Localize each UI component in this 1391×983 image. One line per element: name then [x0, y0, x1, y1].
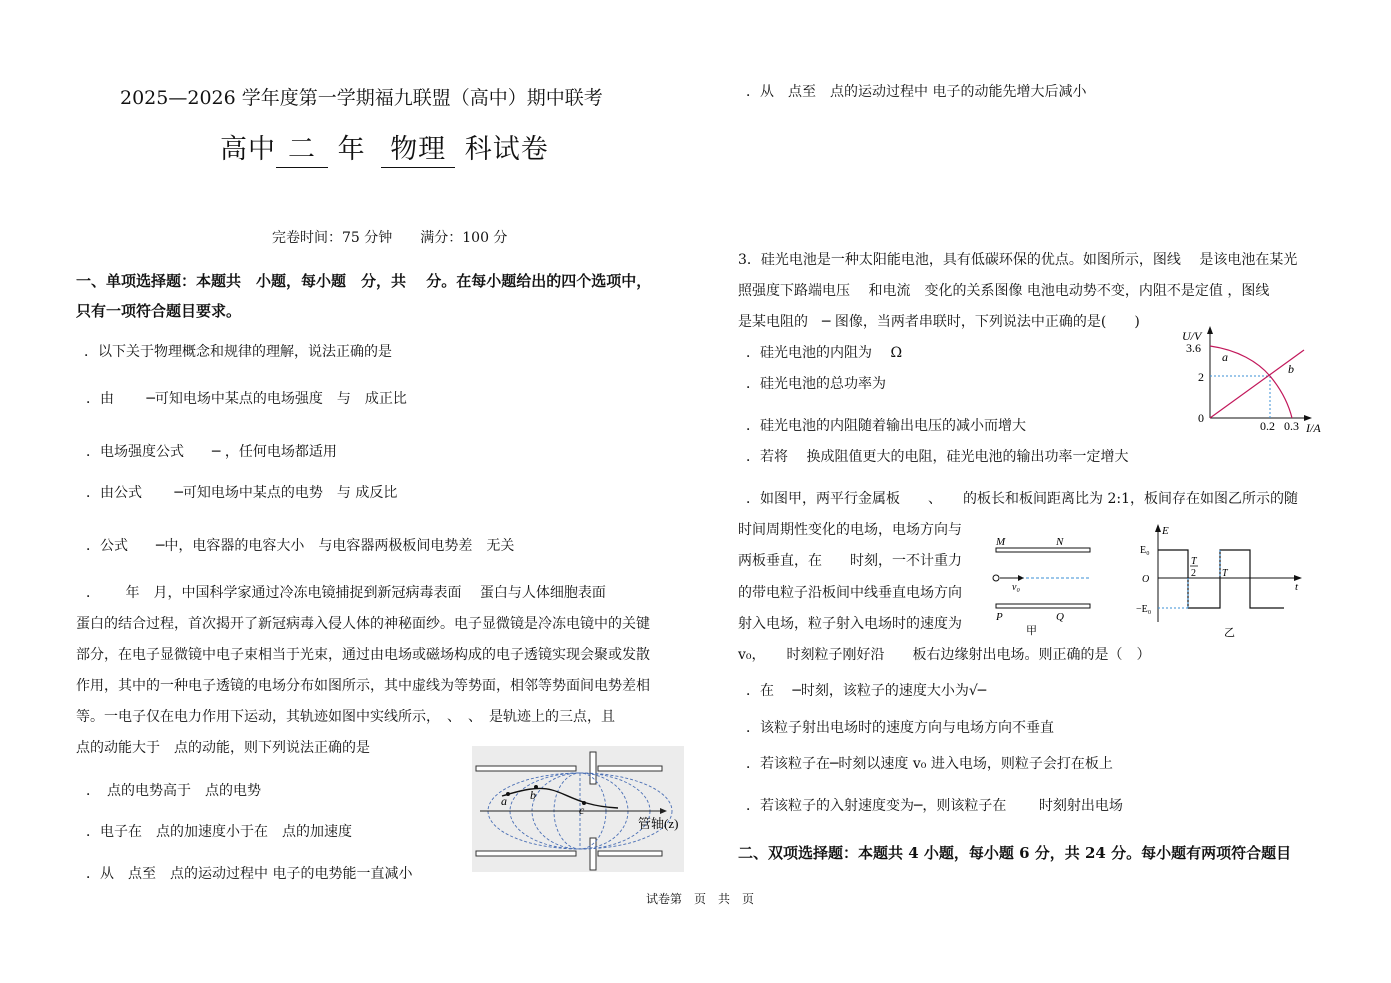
- field-waveform: [1158, 550, 1284, 608]
- right-bottom-plate: [598, 851, 662, 856]
- q2-stem-line: 蛋白的结合过程，首次揭开了新冠病毒入侵人体的神秘面纱。电子显微镜是冷冻电镜中的关键: [76, 616, 650, 632]
- q4-option-a: ．在 ─时刻，该粒子的速度大小为√─: [746, 683, 987, 699]
- bottom-electrode-cap: [590, 838, 596, 870]
- t-axis-label: t: [1295, 581, 1299, 593]
- e-axis-arrow-icon: [1155, 524, 1161, 532]
- footer-page: 试卷第 页 共 页: [646, 892, 755, 906]
- e-axis-label: E: [1162, 525, 1169, 537]
- electron-lens-figure: [472, 746, 684, 872]
- section2-heading: 二、双项选择题：本题共 4 小题，每小题 6 分，共 24 分。每小题有两项符合题目: [738, 844, 1292, 862]
- axis-label: 管轴(z): [638, 816, 679, 831]
- section1-heading-line2: 只有一项符合题目要求。: [76, 302, 242, 320]
- u-axis-arrow-icon: [1207, 326, 1213, 334]
- q3-stem-line: 是某电阻的 ─ 图像，当两者串联时，下列说法中正确的是( ): [738, 314, 1140, 330]
- point-a-label: a: [501, 794, 507, 808]
- q4-stem-last: v₀， 时刻粒子刚好沿 板右边缘射出电场。则正确的是（ ）: [738, 647, 1151, 663]
- q2-stem-line: 点的动能大于 点的动能，则下列说法正确的是: [76, 740, 370, 756]
- u-axis-label: U/V: [1182, 329, 1202, 343]
- plate-pq: [996, 604, 1090, 608]
- t-half-num: T: [1191, 556, 1197, 567]
- origin-label: O: [1142, 574, 1150, 585]
- q4-stem-line: 两板垂直，在 时刻，一不计重力: [738, 553, 962, 569]
- curve-b-label: b: [1288, 362, 1294, 376]
- q2-stem-line: ． 年 月，中国科学家通过冷冻电镜捕捉到新冠病毒表面 蛋白与人体细胞表面: [86, 585, 606, 601]
- q3-option-d: ．若将 换成阻值更大的电阻，硅光电池的输出功率一定增大: [746, 449, 1129, 465]
- q1-option-b: ．电场强度公式 ─ ，任何电场都适用: [86, 444, 337, 460]
- exam-info: 完卷时间：75 分钟 满分：100 分: [272, 230, 508, 246]
- q4-stem-line: 时间周期性变化的电场，电场方向与: [738, 522, 962, 538]
- q1-stem: ．以下关于物理概念和规律的理解，说法正确的是: [84, 344, 392, 360]
- q2-option-b: ．电子在 点的加速度小于在 点的加速度: [86, 824, 352, 840]
- caption-yi: 乙: [1224, 627, 1235, 639]
- subject-suffix: 科试卷: [464, 134, 549, 165]
- q3-option-c: ．硅光电池的内阻随着输出电压的减小而增大: [746, 418, 1026, 434]
- caption-jia: 甲: [1026, 625, 1037, 637]
- q1-option-d: ．公式 ─中，电容器的电容大小 与电容器两极板间电势差 无关: [86, 538, 515, 554]
- top-electrode-cap: [590, 752, 596, 784]
- plate-mn: [996, 548, 1090, 552]
- subject-blank: 物理: [381, 133, 455, 168]
- q2-option-a: ． 点的电势高于 点的电势: [86, 783, 261, 799]
- q3-option-a: ．硅光电池的内阻为 Ω: [746, 345, 903, 361]
- level-neg-e0: −E₀: [1136, 604, 1152, 615]
- exam-title: 2025—2026 学年度第一学期福九联盟（高中）期中联考: [120, 87, 603, 109]
- velocity-arrow-icon: [1018, 575, 1024, 581]
- grade-blank: 二: [276, 133, 328, 168]
- t-full: T: [1222, 568, 1228, 579]
- q4-option-d: ．若该粒子的入射速度变为─，则该粒子在 时刻射出电场: [746, 798, 1123, 814]
- level-e0: E₀: [1140, 545, 1150, 556]
- label-p: P: [996, 611, 1003, 623]
- q3-option-b: ．硅光电池的总功率为: [746, 376, 886, 392]
- q3-stem-line: 照强度下路端电压 和电流 变化的关系图像 电池电动势不变，内阻不是定值 ，图线: [738, 283, 1270, 299]
- curve-a-label: a: [1222, 350, 1228, 364]
- i-axis-label: I/A: [1306, 421, 1321, 435]
- grade-unit: 年: [337, 134, 366, 165]
- section1-heading-line1: 一、单项选择题：本题共 小题，每小题 分，共 分。在每小题给出的四个选项中，: [76, 272, 652, 290]
- right-top-plate: [598, 766, 662, 771]
- y-tick-2: 2: [1198, 370, 1204, 384]
- label-n: N: [1056, 536, 1064, 548]
- ui-graph: [1178, 324, 1328, 436]
- q2-stem-line: 等。一电子仅在电力作用下运动，其轨迹如图中实线所示， 、 、 是轨迹上的三点，且: [76, 709, 615, 725]
- q4-stem-line: 射入电场，粒子射入电场时的速度为: [738, 616, 962, 632]
- label-m: M: [996, 536, 1006, 548]
- left-bottom-plate: [476, 851, 576, 856]
- point-c-label: c: [579, 803, 585, 817]
- q3-stem-line: 3．硅光电池是一种太阳能电池，具有低碳环保的优点。如图所示，图线 是该电池在某光: [738, 252, 1298, 268]
- q4-option-c: ．若该粒子在─时刻以速度 v₀ 进入电场，则粒子会打在板上: [746, 756, 1113, 772]
- t-half-den: 2: [1191, 568, 1196, 579]
- label-q: Q: [1056, 611, 1064, 623]
- q1-option-a: ．由 ─可知电场中某点的电场强度 与 成正比: [86, 391, 407, 407]
- q2-stem-line: 作用，其中的一种电子透镜的电场分布如图所示，其中虚线为等势面，相邻等势面间电势差相: [76, 678, 650, 694]
- paper-title: [220, 133, 549, 168]
- field-time-graph: [1136, 524, 1304, 640]
- q4-stem-line1: ．如图甲，两平行金属板 、 的板长和板间距离比为 2:1，板间存在如图乙所示的随: [746, 491, 1298, 507]
- q4-option-b: ．该粒子射出电场时的速度方向与电场方向不垂直: [746, 720, 1054, 736]
- q1-option-c: ．由公式 ─可知电场中某点的电势 与 成反比: [86, 485, 398, 501]
- parallel-plates-figure: [986, 530, 1126, 638]
- q2-stem-line: 部分，在电子显微镜中电子束相当于光束，通过由电场或磁场构成的电子透镜实现会聚或发散: [76, 647, 650, 663]
- subject-prefix: 高中: [220, 134, 276, 165]
- x-tick-02: 0.2: [1260, 419, 1275, 433]
- y-tick-36: 3.6: [1186, 341, 1201, 355]
- x-tick-03: 0.3: [1284, 419, 1299, 433]
- y-tick-0: 0: [1198, 411, 1204, 425]
- left-top-plate: [476, 766, 576, 771]
- q2-option-c: ．从 点至 点的运动过程中 电子的电势能一直减小: [86, 866, 413, 882]
- q2-option-d: ．从 点至 点的运动过程中 电子的动能先增大后减小: [746, 84, 1087, 100]
- q4-stem-line: 的带电粒子沿板间中线垂直电场方向: [738, 585, 962, 601]
- point-b-label: b: [530, 788, 536, 802]
- particle-icon: [993, 575, 999, 581]
- velocity-label: v₀: [1012, 582, 1020, 593]
